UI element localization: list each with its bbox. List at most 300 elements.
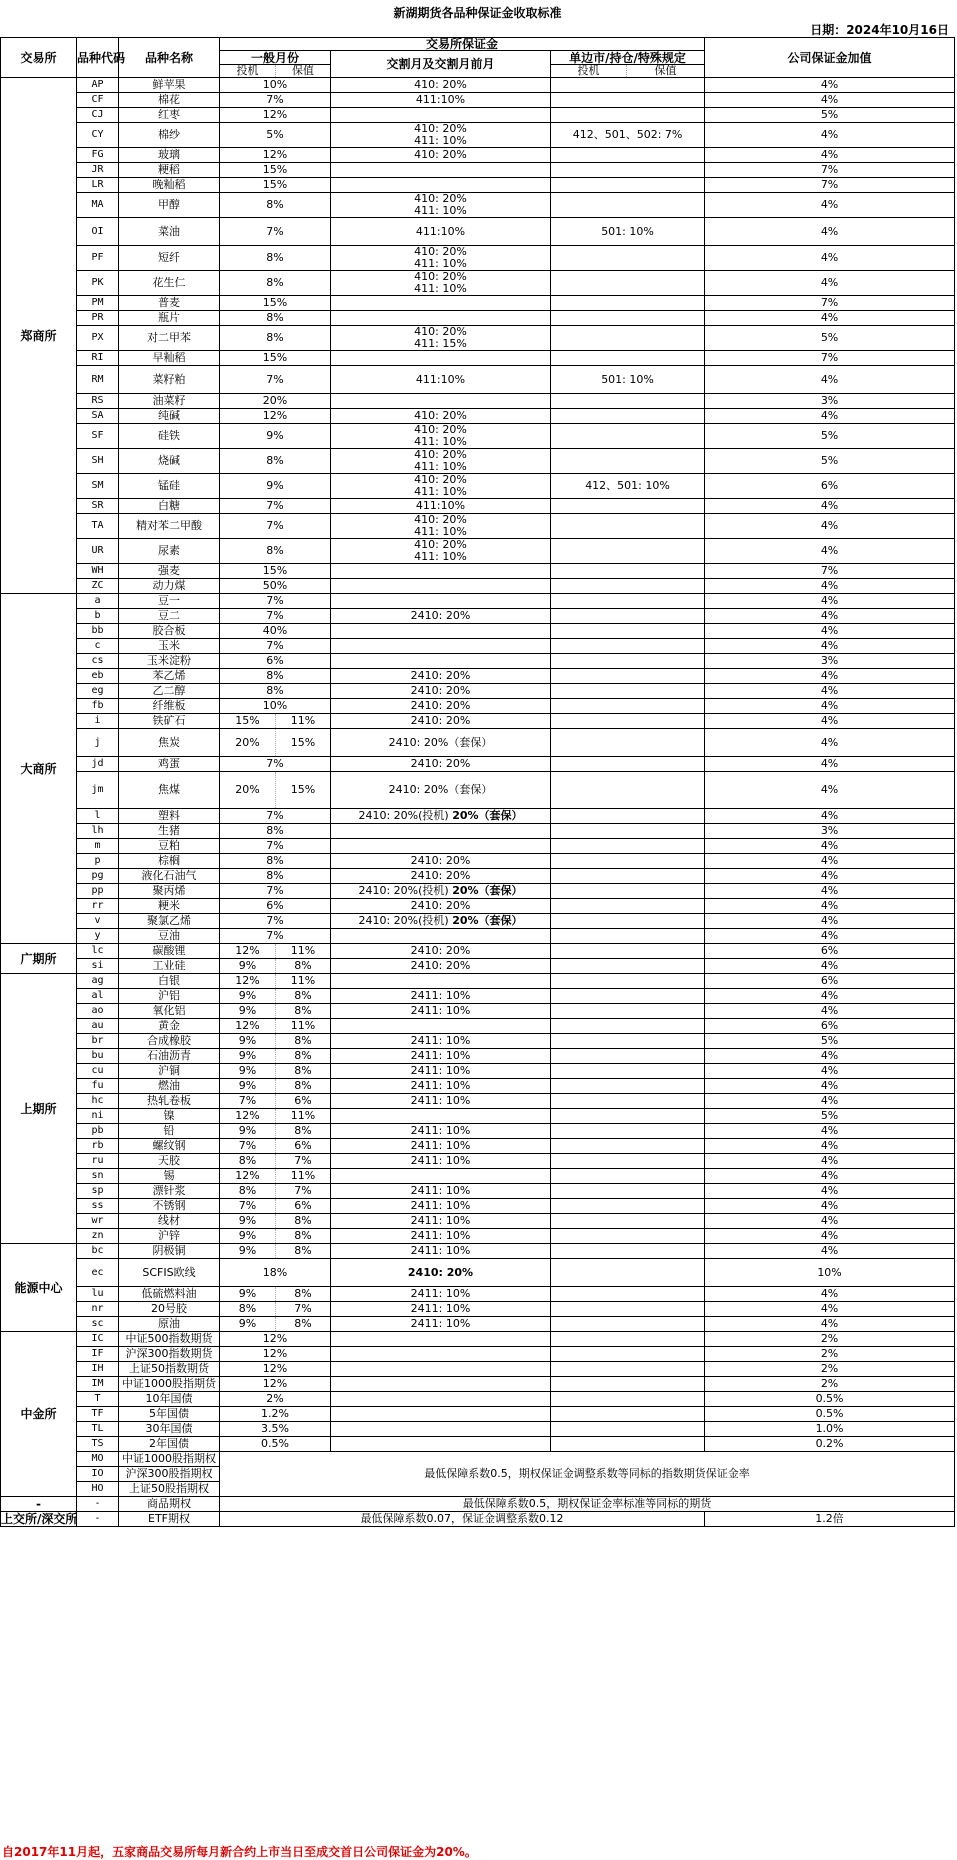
table-row: [1, 1184, 955, 1199]
spec-cell: 9%: [220, 1244, 276, 1259]
delivery-cell: [331, 1347, 551, 1362]
name-cell: 锰硅: [119, 474, 220, 499]
hedge-cell: 8%: [276, 1214, 331, 1229]
delivery-cell: 2411: 10%: [331, 1302, 551, 1317]
table-row: [1, 1139, 955, 1154]
table-row: [1, 1497, 955, 1512]
name-cell: 甲醇: [119, 193, 220, 218]
special-rule-cell: [551, 1109, 705, 1124]
delivery-cell: [331, 654, 551, 669]
name-cell: 不锈钢: [119, 1199, 220, 1214]
delivery-cell: 410: 20% 411: 10%: [331, 246, 551, 271]
name-cell: 烧碱: [119, 449, 220, 474]
code-cell: fu: [77, 1079, 119, 1094]
general-margin-cell: 6%: [220, 654, 331, 669]
name-cell: 棉花: [119, 93, 220, 108]
hedge-cell: 6%: [276, 1139, 331, 1154]
code-cell: cs: [77, 654, 119, 669]
name-cell: 焦炭: [119, 729, 220, 757]
name-cell: 中证1000股指期货: [119, 1377, 220, 1392]
code-cell: -: [77, 1497, 119, 1512]
delivery-cell: [331, 1362, 551, 1377]
name-cell: 豆一: [119, 594, 220, 609]
special-rule-cell: [551, 809, 705, 824]
general-margin-cell: 7%: [220, 499, 331, 514]
delivery-cell: 2410: 20%（套保）: [331, 772, 551, 809]
special-rule-cell: [551, 989, 705, 1004]
code-cell: sn: [77, 1169, 119, 1184]
delivery-cell: 2410: 20%: [331, 609, 551, 624]
company-add-cell: 6%: [705, 974, 955, 989]
code-cell: FG: [77, 148, 119, 163]
name-cell: 沪铜: [119, 1064, 220, 1079]
code-cell: IO: [77, 1467, 119, 1482]
special-rule-cell: [551, 499, 705, 514]
delivery-cell: [331, 1332, 551, 1347]
code-cell: TL: [77, 1422, 119, 1437]
delivery-cell: 410: 20% 411: 15%: [331, 326, 551, 351]
general-margin-cell: 12%: [220, 148, 331, 163]
company-add-cell: 4%: [705, 1049, 955, 1064]
special-rule-cell: [551, 1259, 705, 1287]
delivery-cell: [331, 1019, 551, 1034]
table-row: [1, 869, 955, 884]
name-cell: 晚籼稻: [119, 178, 220, 193]
general-margin-cell: 8%: [220, 669, 331, 684]
name-cell: ETF期权: [119, 1512, 220, 1527]
delivery-cell: 410: 20% 411: 10%: [331, 474, 551, 499]
delivery-cell: 2411: 10%: [331, 1317, 551, 1332]
code-cell: HO: [77, 1482, 119, 1497]
spec-cell: 12%: [220, 944, 276, 959]
name-cell: 锡: [119, 1169, 220, 1184]
delivery-cell: 2411: 10%: [331, 1049, 551, 1064]
company-add-cell: 4%: [705, 899, 955, 914]
company-add-cell: 7%: [705, 163, 955, 178]
code-cell: RM: [77, 366, 119, 394]
delivery-cell: 2410: 20%(投机) 20%（套保）: [331, 884, 551, 899]
spec-cell: 15%: [220, 714, 276, 729]
delivery-cell: [331, 1259, 551, 1287]
delivery-cell: [331, 1437, 551, 1452]
hedge-cell: 11%: [276, 1169, 331, 1184]
hedge-cell: 8%: [276, 1317, 331, 1332]
name-cell: 菜籽粕: [119, 366, 220, 394]
company-add-cell: 4%: [705, 714, 955, 729]
special-rule-cell: [551, 824, 705, 839]
special-rule-cell: [551, 1407, 705, 1422]
delivery-cell: 410: 20% 411: 10%: [331, 539, 551, 564]
name-cell: 线材: [119, 1214, 220, 1229]
code-cell: jm: [77, 772, 119, 809]
table-row: [1, 424, 955, 449]
company-add-cell: 4%: [705, 929, 955, 944]
exchange-cell: 大商所: [1, 594, 77, 944]
company-add-cell: 4%: [705, 93, 955, 108]
delivery-cell: [331, 1392, 551, 1407]
code-cell: ao: [77, 1004, 119, 1019]
name-cell: 工业硅: [119, 959, 220, 974]
general-margin-cell: 12%: [220, 1377, 331, 1392]
name-cell: 30年国债: [119, 1422, 220, 1437]
code-cell: SA: [77, 409, 119, 424]
company-add-cell: 4%: [705, 218, 955, 246]
table-row: [1, 1109, 955, 1124]
name-cell: 铅: [119, 1124, 220, 1139]
hedge-cell: 8%: [276, 1034, 331, 1049]
company-add-cell: 4%: [705, 78, 955, 93]
general-margin-cell: 8%: [220, 271, 331, 296]
delivery-cell: 410: 20% 411: 10%: [331, 514, 551, 539]
table-row: [1, 594, 955, 609]
delivery-hedge-bold: 20%（套保）: [452, 884, 523, 897]
table-row: [1, 449, 955, 474]
general-margin-cell: 7%: [220, 594, 331, 609]
name-cell: 白银: [119, 974, 220, 989]
name-cell: 硅铁: [119, 424, 220, 449]
spec-cell: 8%: [220, 1184, 276, 1199]
delivery-cell: 2410: 20%: [331, 714, 551, 729]
name-cell: 乙二醇: [119, 684, 220, 699]
name-cell: 沪深300指数期货: [119, 1347, 220, 1362]
spec-cell: 7%: [220, 1139, 276, 1154]
special-rule-cell: [551, 639, 705, 654]
delivery-cell: 2411: 10%: [331, 1004, 551, 1019]
general-margin-cell: 18%: [220, 1259, 331, 1287]
general-margin-cell: 7%: [220, 884, 331, 899]
company-add-cell: 4%: [705, 594, 955, 609]
code-cell: cu: [77, 1064, 119, 1079]
exchange-cell: 中金所: [1, 1332, 77, 1497]
table-row: [1, 929, 955, 944]
name-cell: 10年国债: [119, 1392, 220, 1407]
special-rule-cell: [551, 699, 705, 714]
company-add-cell: 4%: [705, 1229, 955, 1244]
delivery-cell: [331, 1407, 551, 1422]
code-cell: fb: [77, 699, 119, 714]
delivery-cell: 410: 20% 411: 10%: [331, 123, 551, 148]
company-add-cell: 4%: [705, 869, 955, 884]
table-row: [1, 366, 955, 394]
exchange-cell: -: [1, 1497, 77, 1512]
special-rule-cell: [551, 929, 705, 944]
code-cell: bc: [77, 1244, 119, 1259]
spec-cell: 20%: [220, 772, 276, 809]
special-rule-cell: [551, 78, 705, 93]
header-general-month: 一般月份: [220, 51, 331, 65]
code-cell: CJ: [77, 108, 119, 123]
special-rule-cell: [551, 1034, 705, 1049]
table-row: [1, 311, 955, 326]
table-row: [1, 989, 955, 1004]
name-cell: 漂针浆: [119, 1184, 220, 1199]
exchange-cell: 郑商所: [1, 78, 77, 594]
general-margin-cell: 7%: [220, 366, 331, 394]
name-cell: 粳米: [119, 899, 220, 914]
code-cell: bu: [77, 1049, 119, 1064]
code-cell: v: [77, 914, 119, 929]
hedge-cell: 11%: [276, 1019, 331, 1034]
delivery-cell: 2411: 10%: [331, 1287, 551, 1302]
general-margin-cell: 8%: [220, 684, 331, 699]
special-rule-cell: [551, 1229, 705, 1244]
delivery-cell: 2410: 20%: [331, 899, 551, 914]
hedge-cell: 8%: [276, 1064, 331, 1079]
spec-cell: 8%: [220, 1302, 276, 1317]
company-add-cell: 4%: [705, 729, 955, 757]
table-row: [1, 539, 955, 564]
general-margin-cell: 8%: [220, 824, 331, 839]
general-margin-cell: 8%: [220, 311, 331, 326]
table-row: [1, 624, 955, 639]
general-margin-cell: 9%: [220, 424, 331, 449]
company-add-cell: 2%: [705, 1332, 955, 1347]
special-rule-cell: [551, 1332, 705, 1347]
code-cell: pb: [77, 1124, 119, 1139]
company-add-cell: 4%: [705, 839, 955, 854]
code-cell: i: [77, 714, 119, 729]
spec-cell: 9%: [220, 989, 276, 1004]
company-add-cell: 0.5%: [705, 1392, 955, 1407]
company-add-cell: 4%: [705, 579, 955, 594]
code-cell: RI: [77, 351, 119, 366]
special-rule-cell: [551, 1049, 705, 1064]
special-rule-cell: [551, 594, 705, 609]
general-margin-cell: 7%: [220, 757, 331, 772]
general-margin-cell: 10%: [220, 699, 331, 714]
code-cell: ni: [77, 1109, 119, 1124]
general-margin-cell: 50%: [220, 579, 331, 594]
special-rule-cell: [551, 854, 705, 869]
general-margin-cell: 7%: [220, 914, 331, 929]
table-row: [1, 1244, 955, 1259]
company-add-cell: 4%: [705, 854, 955, 869]
code-cell: T: [77, 1392, 119, 1407]
company-add-cell: 5%: [705, 1034, 955, 1049]
table-row: [1, 326, 955, 351]
spec-cell: 12%: [220, 1109, 276, 1124]
special-rule-cell: [551, 609, 705, 624]
exchange-cell: 能源中心: [1, 1244, 77, 1332]
name-cell: 豆二: [119, 609, 220, 624]
special-rule-cell: [551, 1124, 705, 1139]
hedge-cell: 15%: [276, 729, 331, 757]
table-row: [1, 1064, 955, 1079]
code-cell: pp: [77, 884, 119, 899]
delivery-bold: 2410: 20%: [407, 1265, 474, 1279]
code-cell: j: [77, 729, 119, 757]
delivery-cell: 2410: 20%(投机) 20%（套保）: [331, 914, 551, 929]
table-row: [1, 1377, 955, 1392]
delivery-cell: 410: 20%: [331, 78, 551, 93]
name-cell: 镍: [119, 1109, 220, 1124]
code-cell: zn: [77, 1229, 119, 1244]
table-row: [1, 1392, 955, 1407]
table-row: [1, 351, 955, 366]
special-rule-cell: 501: 10%: [551, 218, 705, 246]
code-cell: IM: [77, 1377, 119, 1392]
name-cell: 合成橡胶: [119, 1034, 220, 1049]
table-row: [1, 609, 955, 624]
hedge-cell: 6%: [276, 1094, 331, 1109]
code-cell: PF: [77, 246, 119, 271]
general-margin-cell: 9%: [220, 474, 331, 499]
code-cell: p: [77, 854, 119, 869]
header-delivery: 交割月及交割月前月: [331, 51, 551, 78]
name-cell: 聚氯乙烯: [119, 914, 220, 929]
company-add-cell: 2%: [705, 1347, 955, 1362]
table-row: [1, 974, 955, 989]
code-cell: TS: [77, 1437, 119, 1452]
name-cell: 尿素: [119, 539, 220, 564]
name-cell: 动力煤: [119, 579, 220, 594]
company-add-cell: 0.5%: [705, 1407, 955, 1422]
hedge-cell: 11%: [276, 944, 331, 959]
special-rule-cell: [551, 1139, 705, 1154]
delivery-cell: 2411: 10%: [331, 1079, 551, 1094]
delivery-cell: [331, 624, 551, 639]
table-row: [1, 218, 955, 246]
delivery-cell: 2411: 10%: [331, 1154, 551, 1169]
table-row: [1, 772, 955, 809]
general-margin-cell: 40%: [220, 624, 331, 639]
general-margin-cell: 7%: [220, 218, 331, 246]
special-rule-cell: [551, 296, 705, 311]
special-rule-cell: [551, 914, 705, 929]
special-rule-cell: [551, 394, 705, 409]
name-cell: 豆油: [119, 929, 220, 944]
code-cell: m: [77, 839, 119, 854]
code-cell: al: [77, 989, 119, 1004]
special-rule-cell: [551, 714, 705, 729]
company-add-cell: 4%: [705, 193, 955, 218]
table-row: [1, 1317, 955, 1332]
general-margin-cell: 7%: [220, 929, 331, 944]
spec-cell: 9%: [220, 1317, 276, 1332]
table-row: [1, 959, 955, 974]
general-margin-cell: 15%: [220, 351, 331, 366]
delivery-cell: [331, 351, 551, 366]
delivery-cell: [331, 929, 551, 944]
name-cell: 沪锌: [119, 1229, 220, 1244]
delivery-cell: [331, 564, 551, 579]
company-add-cell: 4%: [705, 499, 955, 514]
delivery-cell: 2411: 10%: [331, 1139, 551, 1154]
code-cell: SF: [77, 424, 119, 449]
header-company-add: 公司保证金加值: [705, 38, 955, 78]
table-row: [1, 854, 955, 869]
special-rule-cell: [551, 772, 705, 809]
header-hedge-2: 保值: [627, 65, 705, 78]
spec-cell: 12%: [220, 1169, 276, 1184]
name-cell: 低硫燃料油: [119, 1287, 220, 1302]
special-rule-cell: [551, 326, 705, 351]
table-row: [1, 1437, 955, 1452]
table-row: [1, 684, 955, 699]
spec-cell: 9%: [220, 1079, 276, 1094]
table-row: [1, 699, 955, 714]
spec-cell: 9%: [220, 1124, 276, 1139]
code-cell: rr: [77, 899, 119, 914]
table-row: [1, 1229, 955, 1244]
delivery-cell: 2411: 10%: [331, 989, 551, 1004]
hedge-cell: 11%: [276, 1109, 331, 1124]
general-margin-cell: 1.2%: [220, 1407, 331, 1422]
company-add-cell: 4%: [705, 1004, 955, 1019]
table-row: [1, 1124, 955, 1139]
company-add-cell: 4%: [705, 514, 955, 539]
company-add-cell: 6%: [705, 1019, 955, 1034]
code-cell: rb: [77, 1139, 119, 1154]
code-cell: IC: [77, 1332, 119, 1347]
table-row: [1, 409, 955, 424]
special-rule-cell: [551, 449, 705, 474]
code-cell: CY: [77, 123, 119, 148]
table-row: [1, 1259, 955, 1287]
code-cell: lc: [77, 944, 119, 959]
hedge-cell: 11%: [276, 974, 331, 989]
company-add-cell: 4%: [705, 1214, 955, 1229]
table-row: [1, 944, 955, 959]
name-cell: 螺纹钢: [119, 1139, 220, 1154]
code-cell: l: [77, 809, 119, 824]
table-row: [1, 108, 955, 123]
code-cell: a: [77, 594, 119, 609]
table-row: [1, 714, 955, 729]
table-row: [1, 1004, 955, 1019]
name-cell: 石油沥青: [119, 1049, 220, 1064]
special-rule-cell: [551, 1377, 705, 1392]
table-row: [1, 809, 955, 824]
table-row: [1, 1034, 955, 1049]
general-margin-cell: 8%: [220, 854, 331, 869]
name-cell: 棉纱: [119, 123, 220, 148]
hedge-cell: 8%: [276, 1229, 331, 1244]
hedge-cell: 7%: [276, 1154, 331, 1169]
company-add-cell: 4%: [705, 1064, 955, 1079]
special-rule-cell: [551, 579, 705, 594]
table-row: [1, 1347, 955, 1362]
company-add-cell: 4%: [705, 1287, 955, 1302]
table-row: [1, 1422, 955, 1437]
name-cell: 玉米淀粉: [119, 654, 220, 669]
hedge-cell: 7%: [276, 1184, 331, 1199]
name-cell: 焦煤: [119, 772, 220, 809]
special-rule-cell: [551, 409, 705, 424]
hedge-cell: 8%: [276, 1049, 331, 1064]
general-margin-cell: 6%: [220, 899, 331, 914]
delivery-cell: 410: 20% 411: 10%: [331, 424, 551, 449]
table-row: [1, 1302, 955, 1317]
company-add-cell: 4%: [705, 684, 955, 699]
table-row: [1, 914, 955, 929]
company-add-cell: 7%: [705, 564, 955, 579]
table-row: [1, 1512, 955, 1527]
company-add-cell: 4%: [705, 1169, 955, 1184]
table-row: [1, 78, 955, 93]
table-row: [1, 1332, 955, 1347]
general-margin-cell: 15%: [220, 163, 331, 178]
general-margin-cell: 15%: [220, 178, 331, 193]
table-row: [1, 1362, 955, 1377]
delivery-cell: [331, 594, 551, 609]
general-margin-cell: 7%: [220, 609, 331, 624]
code-cell: hc: [77, 1094, 119, 1109]
special-rule-cell: [551, 669, 705, 684]
code-cell: IH: [77, 1362, 119, 1377]
code-cell: c: [77, 639, 119, 654]
special-rule-cell: [551, 1317, 705, 1332]
